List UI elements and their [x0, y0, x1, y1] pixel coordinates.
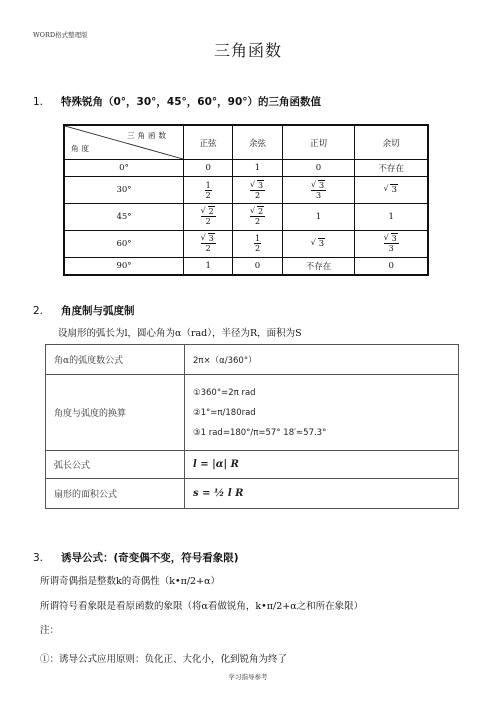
section-3-note: 注： [40, 625, 60, 636]
col-header-sin: 正弦 [184, 126, 233, 160]
table-row: 角α的弧度数公式 2π×（α/360°） [46, 345, 459, 375]
table-row: 角度与弧度的换算 ①360°=2π rad ②1°=π/180rad ③1 rad=180°/π=57° 18′≈57.3° [46, 375, 459, 451]
table-row: 0° 0 1 0 不存在 [65, 160, 428, 177]
table-row: 扇形的面积公式 s = ½ l R [46, 479, 459, 509]
page-header: WORD格式整理版 [33, 31, 88, 39]
table-corner-cell: 三角函数 角度 [65, 126, 184, 160]
section-1-heading: 1. 特殊锐角（0°，30°，45°，60°，90°）的三角函数值 [33, 96, 322, 108]
section-2-heading: 2. 角度制与弧度制 [33, 305, 135, 317]
table-row: 弧长公式 l = |α| R [46, 451, 459, 479]
section-3-para-2: 所谓符号看象限是看原函数的象限（将α看做锐角，k•π/2+α之和所在象限） [40, 601, 364, 612]
page-title: 三角函数 [213, 41, 282, 60]
col-header-cos: 余弦 [233, 126, 282, 160]
section-3-rule: ①：诱导公式应用原则：负化正、大化小，化到锐角为终了 [40, 654, 288, 665]
section-2-intro: 设扇形的弧长为l，圆心角为α（rad），半径为R，面积为S [58, 328, 302, 339]
table-row: 60° √ $\frac{3}{2}$ $\frac{1}{2}$ √ 3 √ $\frac{3}{3}$ [65, 230, 428, 257]
section-3-heading: 3. 诱导公式：(奇变偶不变，符号看象限) [33, 552, 239, 564]
arc-formula-table [45, 344, 459, 509]
col-header-cot: 余切 [355, 126, 428, 160]
table-row: 90° 1 0 不存在 0 [65, 257, 428, 274]
trig-values-table [63, 124, 429, 276]
table-row: 45° √ $\frac{2}{2}$ √ $\frac{2}{2}$ 1 1 [65, 204, 428, 231]
table-row: 30° $\frac{1}{2}$ √ $\frac{3}{2}$ √ $\frac{3}{3}$ √ 3 [65, 177, 428, 204]
section-3-para-1: 所谓奇偶指是整数k的奇偶性（k•π/2+α） [40, 576, 220, 587]
col-header-tan: 正切 [282, 126, 355, 160]
page-footer: 学习指导参考 [228, 673, 268, 681]
